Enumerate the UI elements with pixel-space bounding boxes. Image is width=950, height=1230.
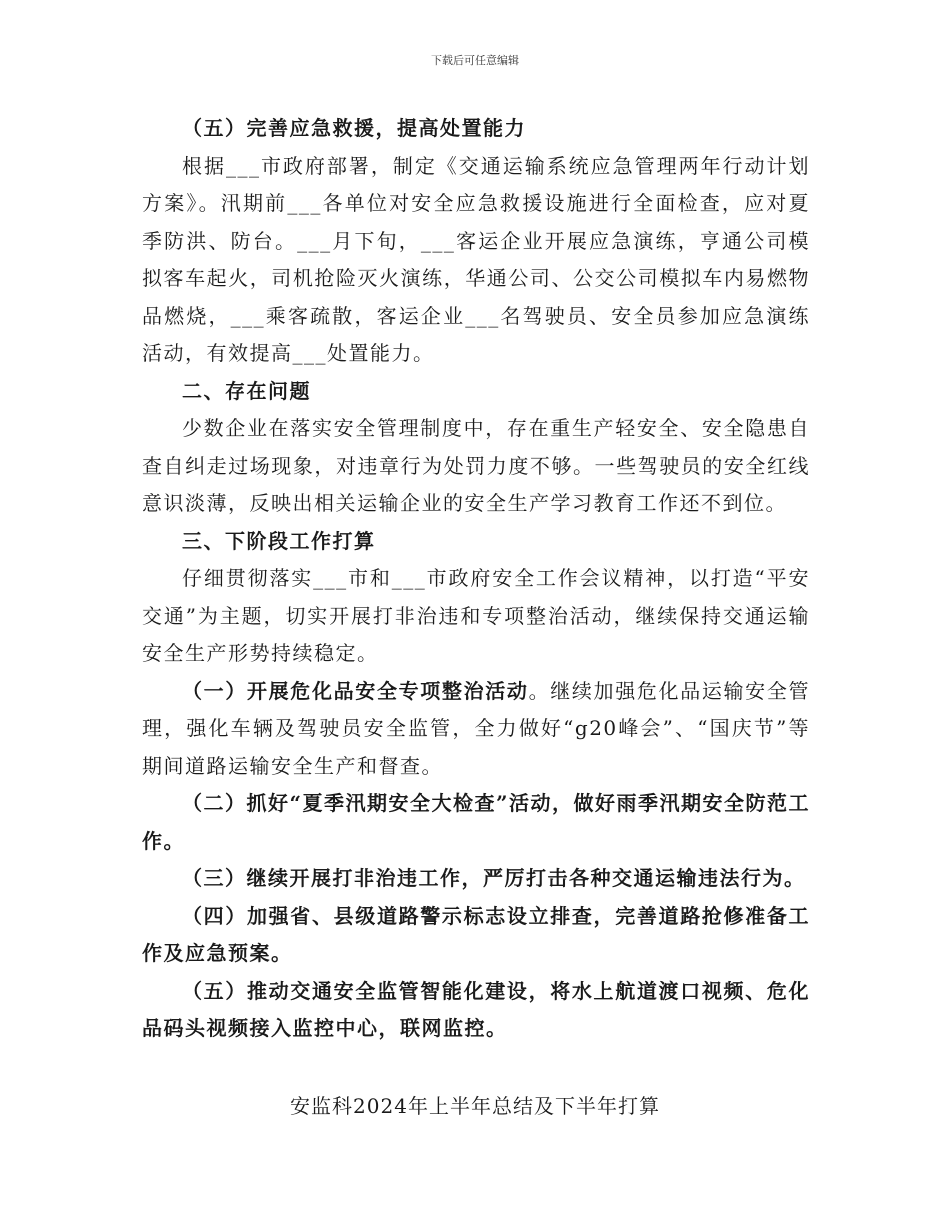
- plan-item-2: （二）抓好“夏季汛期安全大检查”活动，做好雨季汛期安全防范工作。: [142, 791, 811, 853]
- plan-item-1-rest: 。继续加强危化品运输安全管理，强化车辆及驾驶员安全监管，全力做好“g20峰会”、“国庆节”等期间道路运输安全生产和督查。: [142, 678, 811, 778]
- paragraph-problems: 少数企业在落实安全管理制度中，存在重生产轻安全、安全隐患自查自纠走过场现象，对违章行为处罚力度不够。一些驾驶员的安全红线意识淡薄，反映出相关运输企业的安全生产学习教育工作还不到位。: [142, 416, 810, 515]
- section-heading-plan: 三、下阶段工作打算: [182, 528, 376, 553]
- plan-item-5: （五）推动交通安全监管智能化建设，将水上航道渡口视频、危化品码头视频接入监控中心，联网监控。: [142, 978, 810, 1040]
- plan-item-1-lead: （一）开展危化品安全专项整治活动: [182, 678, 529, 703]
- section-heading-emergency: （五）完善应急救援，提高处置能力: [182, 116, 526, 140]
- plan-item-4: （四）加强省、县级道路警示标志设立排查，完善道路抢修准备工作及应急预案。: [142, 903, 810, 965]
- paragraph-plan: 仔细贯彻落实___市和___市政府安全工作会议精神，以打造“平安交通”为主题，切实开展打非治违和专项整治活动，继续保持交通运输安全生产形势持续稳定。: [142, 566, 810, 665]
- plan-item-1: [142, 673, 810, 786]
- document-title-footer: 安监科2024年上半年总结及下半年打算: [290, 1094, 660, 1118]
- section-heading-problems: 二、存在问题: [182, 378, 311, 403]
- page-header-note: 下载后可任意编辑: [431, 54, 519, 67]
- plan-item-3: （三）继续开展打非治违工作，严厉打击各种交通运输违法行为。: [182, 866, 806, 890]
- document-body: [142, 110, 810, 1048]
- paragraph-emergency: 根据___市政府部署，制定《交通运输系统应急管理两年行动计划方案》。汛期前___各单位对安全应急救援设施进行全面检查，应对夏季防洪、防台。___月下旬，___客运企业开展应急演练，亨通公司模拟客车起火，司机抢险灭火演练，华通公司、公交公司模拟车内易燃物品燃烧，___乘客疏散，客运企业___名驾驶员、安全员参加应急演练活动，有效提高___处置能力。: [142, 153, 810, 365]
